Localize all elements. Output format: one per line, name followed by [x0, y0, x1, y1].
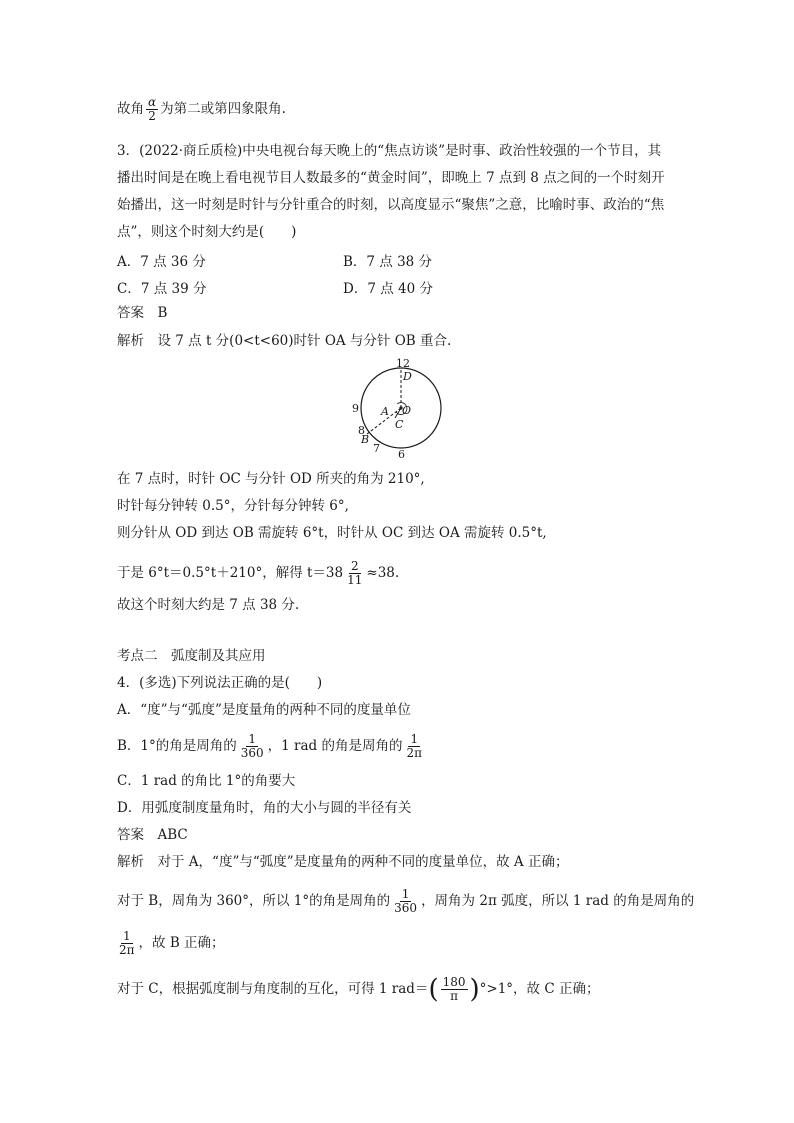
- segment-oc: [395, 408, 401, 418]
- label-C: C: [395, 418, 404, 431]
- fraction-denominator: π: [450, 989, 458, 1003]
- fraction-numerator: α: [148, 95, 157, 109]
- q3-step4: [117, 560, 399, 587]
- fraction-1-over-2pi: [117, 930, 137, 957]
- q3-stem-line1: 3．(2022·商丘质检)中央电视台每天晚上的“焦点访谈”是时事、政治性较强的一个节目，其: [117, 143, 662, 159]
- text: 故角: [117, 101, 144, 117]
- text: 对于 C，根据弧度制与角度制的互化，可得 1 rad＝: [117, 981, 429, 997]
- text: 为第二或第四象限角.: [160, 101, 286, 117]
- fraction-1-over-360: [239, 733, 266, 760]
- text: 于是 6°t＝0.5°t＋210°，解得 t＝38: [117, 565, 344, 581]
- q3-option-a: A．7 点 36 分: [117, 254, 206, 270]
- fraction-denominator: 11: [347, 573, 363, 587]
- q3-step3: 则分针从 OD 到达 OB 需旋转 6°t，时针从 OC 到达 OA 需旋转 0.5°t,: [117, 525, 547, 541]
- fraction-1-over-360: [392, 888, 419, 915]
- label-9: 9: [352, 402, 359, 415]
- q3-option-d: D．7 点 40 分: [343, 281, 433, 297]
- fraction-alpha-over-2: [146, 96, 158, 123]
- q4-analysis-b-cont: [117, 930, 225, 957]
- text: ，周角为 2π 弧度，所以 1 rad 的角是周角的: [421, 893, 695, 909]
- q4-analysis-c: [117, 976, 599, 1003]
- fraction-numerator: 1: [122, 929, 131, 943]
- q3-option-c: C．7 点 39 分: [117, 281, 207, 297]
- q4-analysis-a: 解析 对于 A，“度”与“弧度”是度量角的两种不同的度量单位，故 A 正确；: [117, 854, 569, 870]
- text: ，1 rad 的角是周角的: [267, 738, 403, 754]
- text: 对于 B，周角为 360°，所以 1°的角是周角的: [117, 893, 391, 909]
- q3-step1: 在 7 点时，时针 OC 与分针 OD 所夹的角为 210°,: [117, 471, 425, 487]
- label-D: D: [403, 370, 412, 383]
- fraction-denominator: 2π: [406, 746, 423, 760]
- label-A: A: [381, 405, 389, 418]
- q3-step2: 时针每分钟转 0.5°，分针每分钟转 6°,: [117, 498, 349, 514]
- section-heading: 考点二 弧度制及其应用: [117, 648, 266, 664]
- label-8: 8: [358, 424, 365, 437]
- label-B: B: [361, 433, 370, 446]
- text: °>1°，故 C 正确；: [479, 981, 600, 997]
- fraction-denominator: 2: [148, 109, 156, 123]
- q3-stem-line3: 始播出，这一时刻是时针与分针重合的时刻，以高度显示“聚焦”之意，比喻时事、政治的“焦: [117, 197, 665, 213]
- q3-stem-line2: 播出时间是在晚上看电视节目人数最多的“黄金时间”，即晚上 7 点到 8 点之间的一个时刻开: [117, 170, 665, 186]
- q3-analysis: 解析 设 7 点 t 分(0<t<60)时针 OA 与分针 OB 重合.: [117, 333, 452, 349]
- q4-option-c: C．1 rad 的角比 1°的角要大: [117, 773, 296, 789]
- q3-stem-line4: 点”，则这个时刻大约是( ): [117, 224, 297, 240]
- fraction-numerator: 1: [401, 887, 410, 901]
- clock-figure: [345, 352, 455, 462]
- text: ≈38.: [366, 565, 400, 581]
- fraction-2-over-11: [345, 560, 364, 587]
- q4-analysis-b: [117, 888, 694, 915]
- label-6: 6: [398, 448, 405, 461]
- fraction-180-over-pi: [441, 976, 468, 1003]
- fraction-denominator: 2π: [119, 943, 135, 957]
- line-angle-conclusion: [117, 96, 286, 123]
- q4-answer: 答案 ABC: [117, 827, 188, 843]
- fraction-1-over-2pi: [405, 733, 425, 760]
- label-O: O: [402, 404, 412, 417]
- fraction-numerator: 1: [248, 732, 257, 746]
- fraction-denominator: 360: [240, 746, 264, 760]
- q3-conclusion: 故这个时刻大约是 7 点 38 分.: [117, 597, 300, 613]
- label-12: 12: [396, 357, 410, 370]
- fraction-numerator: 180: [442, 975, 466, 989]
- q4-option-d: D．用弧度制度量角时，角的大小与圆的半径有关: [117, 800, 412, 816]
- fraction-denominator: 360: [394, 901, 418, 915]
- q4-option-b: [117, 733, 426, 760]
- label-7: 7: [373, 442, 380, 455]
- q4-stem: 4．(多选)下列说法正确的是( ): [117, 675, 323, 691]
- q4-option-a: A．“度”与“弧度”是度量角的两种不同的度量单位: [117, 702, 411, 718]
- text: ，故 B 正确；: [138, 935, 225, 951]
- fraction-numerator: 2: [350, 559, 359, 573]
- left-paren: (: [428, 974, 439, 1005]
- text: B．1°的角是周角的: [117, 738, 237, 754]
- right-paren: ): [469, 974, 480, 1005]
- q3-option-b: B．7 点 38 分: [343, 254, 433, 270]
- q3-answer: 答案 B: [117, 305, 168, 321]
- fraction-numerator: 1: [410, 732, 419, 746]
